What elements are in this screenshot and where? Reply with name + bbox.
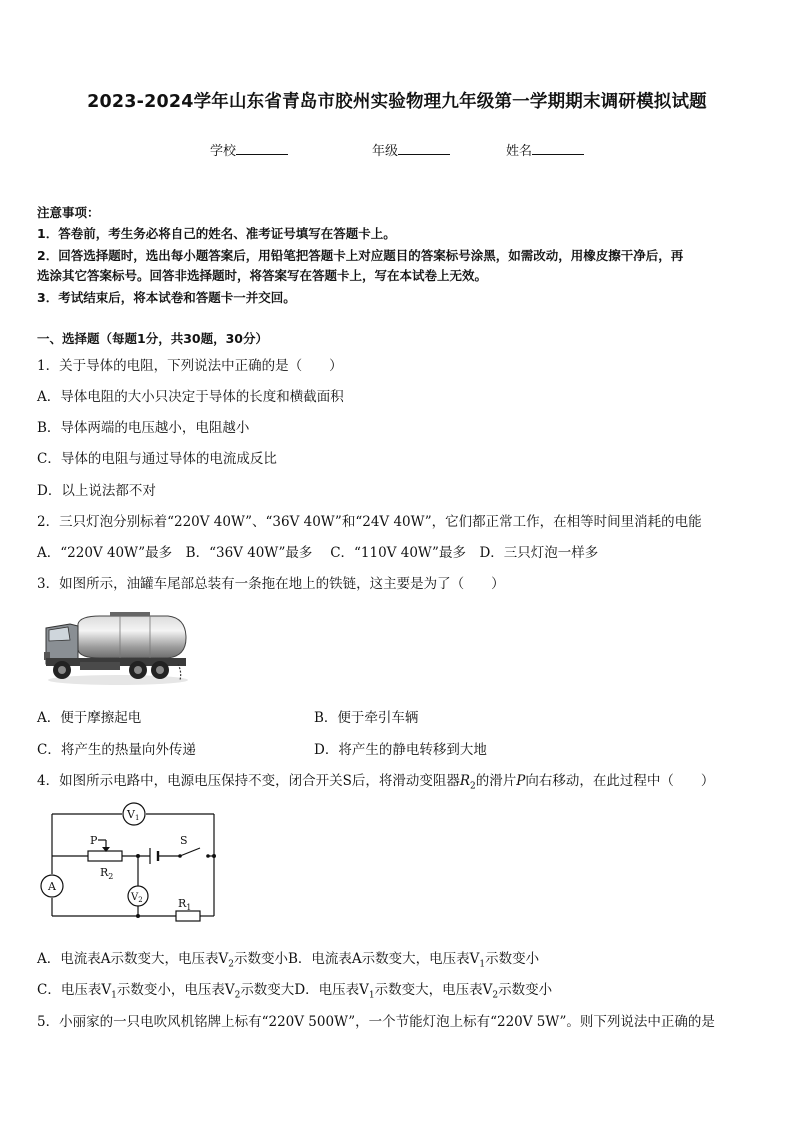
q5-stem: 5．小丽家的一只电吹风机铭牌上标有“220V 500W”，一个节能灯泡上标有“220V 5W”。则下列说法中正确的是 [37,1014,715,1030]
name-blank [532,142,584,155]
q1-option-a: A．导体电阻的大小只决定于导体的长度和横截面积 [37,389,344,405]
grade-field [372,140,450,159]
q4-stem: 4．如图所示电路中，电源电压保持不变，闭合开关S后，将滑动变阻器$R_2$的滑片P向右移动，在此过程中（ ） [37,773,715,792]
name-field [506,140,584,159]
q1-option-c: C．导体的电阻与通过导体的电流成反比 [37,451,277,467]
q3-option-c: C．将产生的热量向外传递 [37,742,196,758]
note-2-cont: 选涂其它答案标号。回答非选择题时，将答案写在答题卡上，写在本试卷上无效。 [37,268,488,283]
q2-stem: 2．三只灯泡分别标着“220V 40W”、“36V 40W”和“24V 40W”，它们都正常工作，在相等时间里消耗的电能 [37,514,702,530]
rheostat-r2-symbol [88,851,122,861]
section-heading: 一、选择题（每题1分，共30题，30分） [37,331,268,346]
page-title: 2023-2024学年山东省青岛市胶州实验物理九年级第一学期期末调研模拟试题 [87,92,707,112]
q4-options-ab [37,947,539,970]
q3-option-b: B．便于牵引车辆 [314,710,419,726]
ammeter-label: A [48,880,56,893]
v1-label: V1 [127,808,140,822]
q2-options: A．“220V 40W”最多 B．“36V 40W”最多 C．“110V 40W”最多 D．三只灯泡一样多 [37,545,599,561]
note-3: 3．考试结束后，将本试卷和答题卡一并交回。 [37,290,296,305]
grade-label: 年级 [372,144,399,159]
r2-label: $R_2$ [100,866,114,881]
circuit-diagram [38,800,228,926]
q4-option-c: C．电压表$V_1$示数变小，电压表$V_2$示数变大 [37,982,295,1001]
q1-option-d: D．以上说法都不对 [37,483,156,499]
q3-option-d: D．将产生的静电转移到大地 [314,742,487,758]
r1-label: $R_1$ [178,897,192,912]
q3-stem: 3．如图所示，油罐车尾部总装有一条拖在地上的铁链，这主要是为了（ ） [37,576,505,592]
v2-label: $V_2$ [131,892,143,904]
school-blank [236,142,288,155]
school-field [210,140,288,159]
name-label: 姓名 [506,144,533,159]
q4-options-cd [37,978,552,1001]
slider-label-p: P [90,834,98,847]
q4-option-d: D．电压表$V_1$示数变大，电压表$V_2$示数变小 [294,982,553,1001]
note-1: 1．答卷前，考生务必将自己的姓名、准考证号填写在答题卡上。 [37,226,396,241]
q1-stem: 1．关于导体的电阻，下列说法中正确的是（ ） [37,358,343,374]
school-label: 学校 [210,144,237,159]
grade-blank [398,142,450,155]
tanker-truck-image [40,606,190,690]
note-2: 2．回答选择题时，选出每小题答案后，用铅笔把答题卡上对应题目的答案标号涂黑，如需改动，用橡皮擦干净后，再 [37,248,684,263]
switch-label-s: S [180,834,188,847]
q4-option-b: B．电流表A示数变大，电压表$V_1$示数变小 [287,951,540,970]
notes-heading: 注意事项： [37,205,100,220]
resistor-r1-symbol [176,911,200,921]
q1-option-b: B．导体两端的电压越小，电阻越小 [37,420,250,436]
q4-option-a: A．电流表A示数变大，电压表$V_2$示数变小 [37,951,288,970]
q3-option-a: A．便于摩擦起电 [37,710,142,726]
